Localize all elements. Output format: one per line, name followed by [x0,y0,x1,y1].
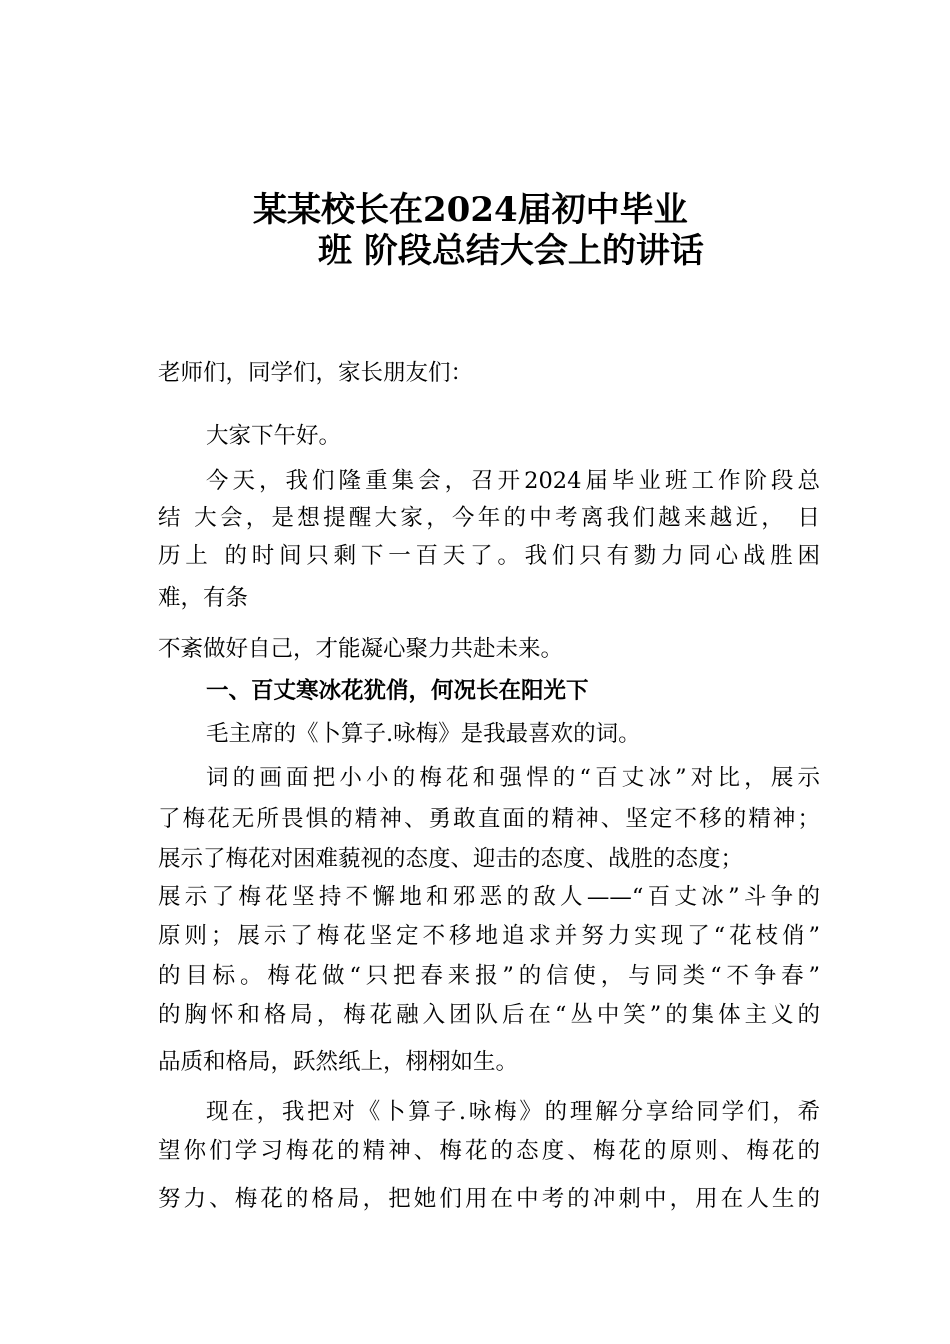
paragraph-1-line-1: 今天，我们隆重集会，召开2024届毕业班工作阶段总 [206,468,820,494]
paragraph-1-line-2: 结 大会，是想提醒大家，今年的中考离我们越来越近， 日 [158,505,820,531]
paragraph-1-line-3: 历上 的时间只剩下一百天了。我们只有勠力同心战胜困 [158,543,820,569]
paragraph-3-line-5: 原则；展示了梅花坚定不移地追求并努力实现了“花枝俏” [158,923,820,949]
paragraph-1-tail: 不紊做好自己，才能凝心聚力共赴未来。 [158,636,564,662]
paragraph-1-line-4: 难，有条 [158,585,249,611]
document-title-line-2: 班 阶段总结大会上的讲话 [318,231,704,271]
paragraph-4-line-3: 努力、梅花的格局，把她们用在中考的冲刺中，用在人生的 [158,1186,820,1212]
paragraph-3-line-4: 展示了梅花坚持不懈地和邪恶的敌人——“百丈冰”斗争的 [158,884,820,910]
paragraph-3-line-1: 词的画面把小小的梅花和强悍的“百丈冰”对比，展示 [206,765,820,791]
paragraph-3-line-6: 的目标。梅花做“只把春来报”的信使，与同类“不争春” [158,963,820,989]
greeting: 大家下午好。 [206,423,342,449]
paragraph-3-line-7: 的胸怀和格局，梅花融入团队后在“丛中笑”的集体主义的 [158,1002,820,1028]
salutation: 老师们，同学们，家长朋友们： [158,360,474,386]
section-1-heading: 一、百丈寒冰花犹俏，何况长在阳光下 [206,678,589,704]
paragraph-3-line-3: 展示了梅花对困难藐视的态度、迎击的态度、战胜的态度； [158,846,744,872]
document-title-line-1: 某某校长在2024届初中毕业 [253,190,688,230]
paragraph-4-line-1: 现在，我把对《卜算子.咏梅》的理解分享给同学们，希 [206,1099,820,1125]
paragraph-3-line-8: 品质和格局，跃然纸上，栩栩如生。 [158,1049,519,1075]
paragraph-2: 毛主席的《卜算子.咏梅》是我最喜欢的词。 [206,721,641,747]
paragraph-4-line-2: 望你们学习梅花的精神、梅花的态度、梅花的原则、梅花的 [158,1138,820,1164]
paragraph-3-line-2: 了梅花无所畏惧的精神、勇敢直面的精神、坚定不移的精神； [158,806,820,832]
